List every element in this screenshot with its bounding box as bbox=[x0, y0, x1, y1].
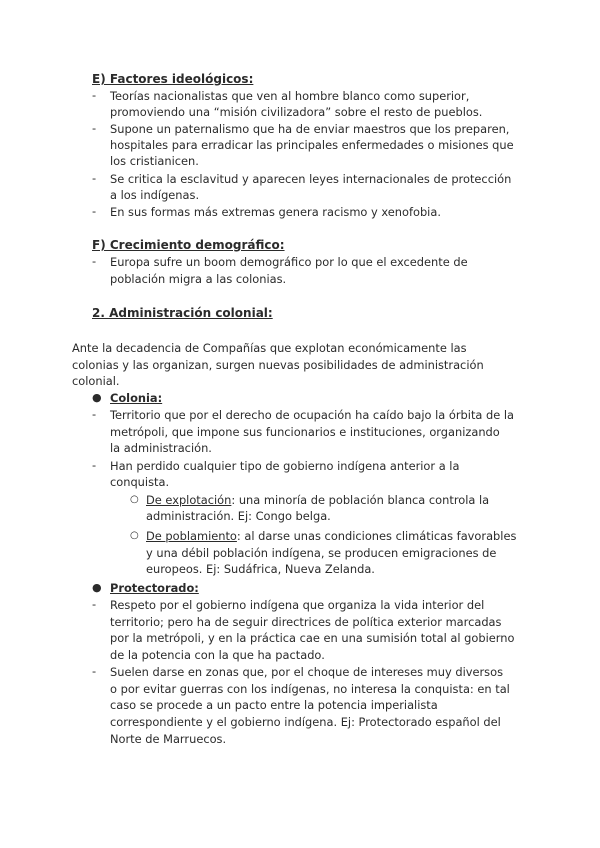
list-dash: - bbox=[92, 171, 97, 185]
list-dash: - bbox=[92, 121, 97, 135]
list-item-line: a los indígenas. bbox=[110, 188, 200, 202]
protectorado-label: Protectorado: bbox=[110, 581, 199, 595]
list-item-line: Suelen darse en zonas que, por el choque de intereses muy diversos bbox=[110, 665, 503, 679]
sub-item-line: administración. Ej: Congo belga. bbox=[146, 509, 331, 523]
sub-item-explotacion bbox=[146, 492, 489, 508]
bullet-dot: ● bbox=[92, 581, 102, 594]
sub-bullet-circle: ○ bbox=[130, 530, 139, 541]
list-item-line: conquista. bbox=[110, 475, 170, 489]
intro-paragraph-line: colonial. bbox=[72, 374, 120, 388]
list-item-line: Respeto por el gobierno indígena que organiza la vida interior del bbox=[110, 598, 485, 612]
term-poblamiento: De poblamiento bbox=[146, 529, 237, 543]
heading-crecimiento-demografico: F) Crecimiento demográfico: bbox=[92, 238, 285, 252]
sub-bullet-circle: ○ bbox=[130, 494, 139, 505]
list-item-line: correspondiente y el gobierno indígena. Ej: Protectorado español del bbox=[110, 715, 501, 729]
list-item-line: caso se procede a un pacto entre la potencia imperialista bbox=[110, 698, 438, 712]
term-explotacion: De explotación bbox=[146, 493, 232, 507]
list-item-line: por la metrópoli, y en la práctica cae en una sumisión total al gobierno bbox=[110, 631, 515, 645]
sub-item-text: : al darse unas condiciones climáticas favorables bbox=[236, 529, 517, 543]
list-dash: - bbox=[92, 664, 97, 678]
sub-item-line: y una débil población indígena, se producen emigraciones de bbox=[146, 546, 497, 560]
list-item-line: promoviendo una “misión civilizadora” sobre el resto de pueblos. bbox=[110, 105, 483, 119]
list-item-line: Supone un paternalismo que ha de enviar maestros que los preparen, bbox=[110, 122, 510, 136]
list-dash: - bbox=[92, 204, 97, 218]
list-item-line: hospitales para erradicar las principales enfermedades o misiones que bbox=[110, 138, 514, 152]
list-item-line: metrópoli, que impone sus funcionarios e instituciones, organizando bbox=[110, 425, 500, 439]
list-item-line: Norte de Marruecos. bbox=[110, 732, 227, 746]
list-item-line: de la potencia con la que ha pactado. bbox=[110, 648, 325, 662]
list-item-line: Teorías nacionalistas que ven al hombre blanco como superior, bbox=[110, 89, 470, 103]
list-item-line: Territorio que por el derecho de ocupación ha caído bajo la órbita de la bbox=[110, 408, 515, 422]
list-dash: - bbox=[92, 407, 97, 421]
list-item-line: Han perdido cualquier tipo de gobierno indígena anterior a la bbox=[110, 459, 460, 473]
colonia-label: Colonia: bbox=[110, 391, 163, 405]
list-item-line: o por evitar guerras con los indígenas, no interesa la conquista: en tal bbox=[110, 682, 510, 696]
list-dash: - bbox=[92, 458, 97, 472]
list-item-line: En sus formas más extremas genera racismo y xenofobia. bbox=[110, 205, 441, 219]
list-item-line: territorio; pero ha de seguir directrices de política exterior marcadas bbox=[110, 615, 502, 629]
list-dash: - bbox=[92, 254, 97, 268]
intro-paragraph-line: Ante la decadencia de Compañías que explotan económicamente las bbox=[72, 341, 467, 355]
list-item-line: población migra a las colonias. bbox=[110, 272, 287, 286]
list-item-line: Se critica la esclavitud y aparecen leyes internacionales de protección bbox=[110, 172, 512, 186]
sub-item-line: europeos. Ej: Sudáfrica, Nueva Zelanda. bbox=[146, 562, 375, 576]
list-item-line: la administración. bbox=[110, 441, 212, 455]
bullet-dot: ● bbox=[92, 391, 102, 404]
sub-item-poblamiento bbox=[146, 528, 516, 544]
heading-administracion-colonial: 2. Administración colonial: bbox=[92, 306, 273, 320]
list-item-line: los cristianicen. bbox=[110, 154, 199, 168]
list-dash: - bbox=[92, 88, 97, 102]
list-item-line: Europa sufre un boom demográfico por lo que el excedente de bbox=[110, 255, 468, 269]
list-dash: - bbox=[92, 597, 97, 611]
intro-paragraph-line: colonias y las organizan, surgen nuevas posibilidades de administración bbox=[72, 358, 484, 372]
sub-item-text: : una minoría de población blanca controla la bbox=[231, 493, 490, 507]
heading-factores-ideologicos: E) Factores ideológicos: bbox=[92, 72, 254, 86]
